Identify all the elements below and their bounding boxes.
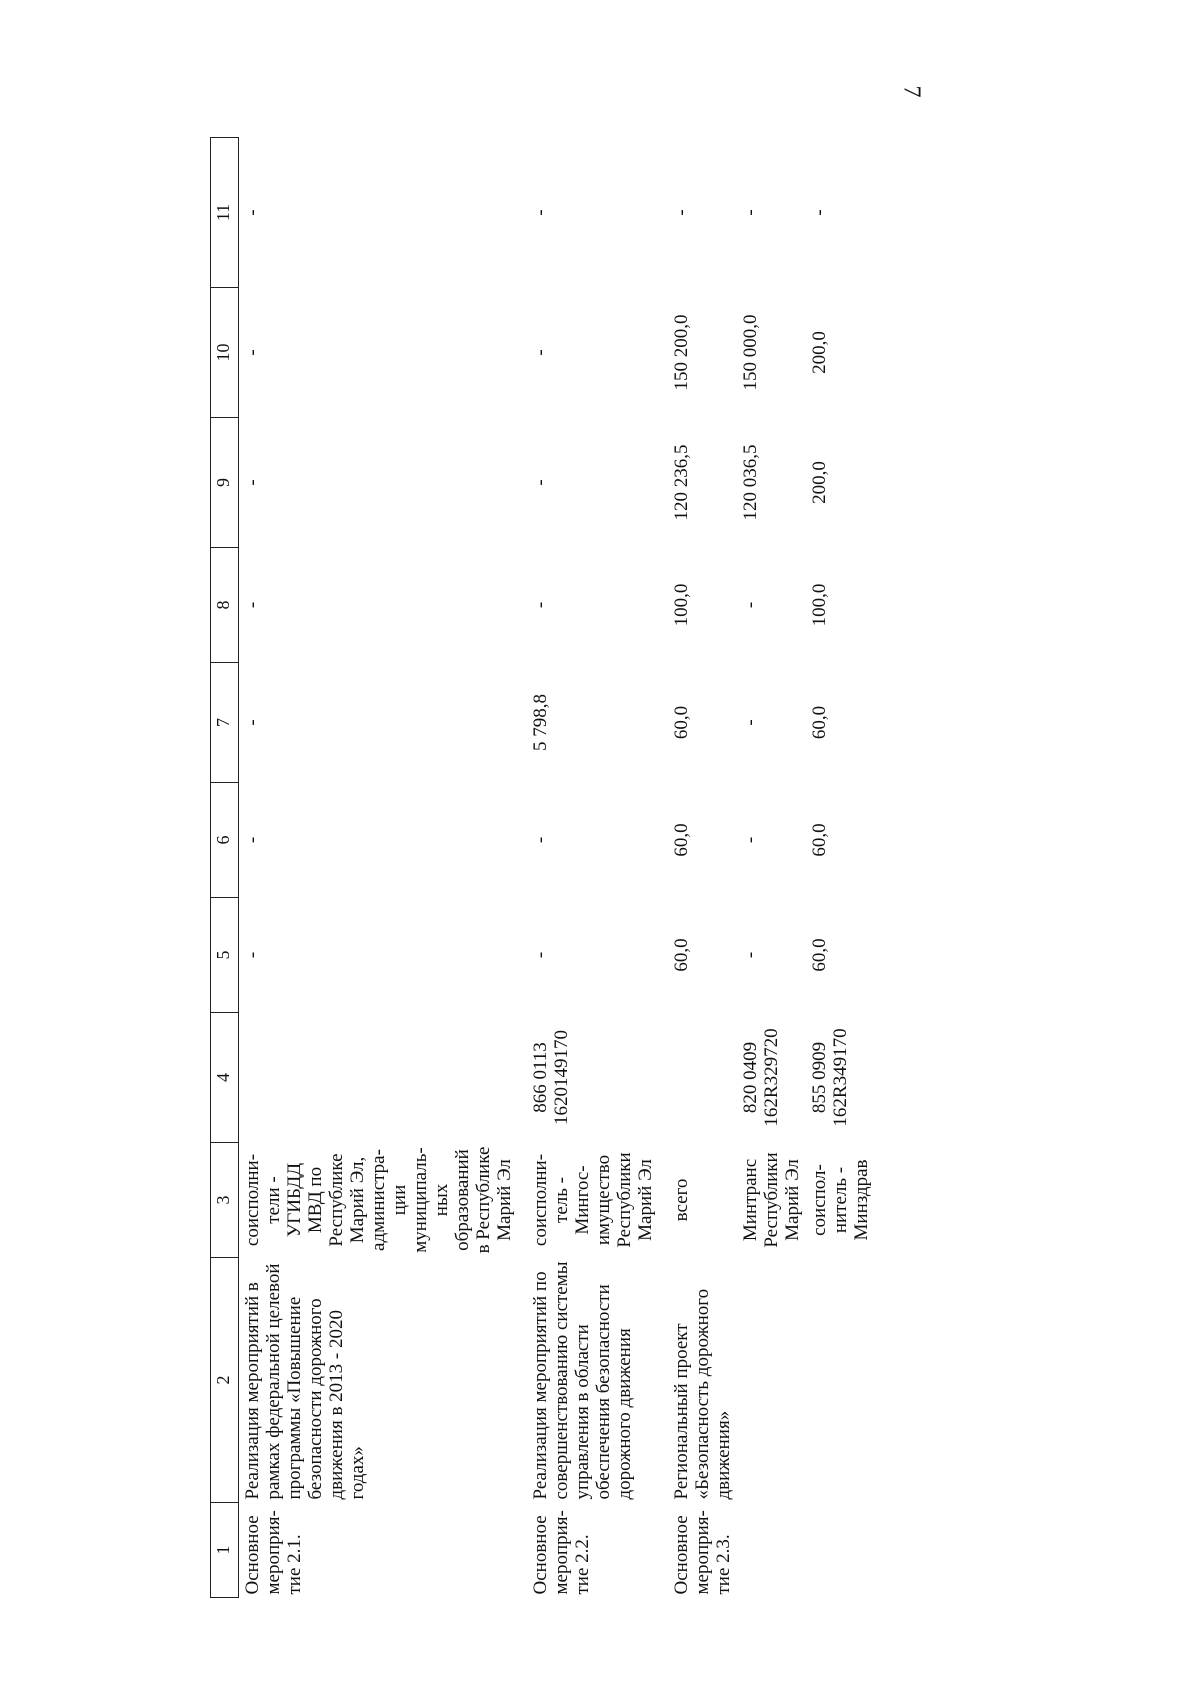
value-cell: 100,0 xyxy=(671,583,692,627)
header-cell: 2 xyxy=(211,1258,239,1503)
budget-code: 866 0113 1620149170 xyxy=(530,1030,572,1125)
measure-title: Региональный проект «Безопасность дорожного движения» xyxy=(671,1288,734,1500)
value-cell: 120 236,5 xyxy=(671,444,692,521)
measure-title: Реализация мероприятий в рамках федеральной целевой программы «Повышение безопасности дорожного движения в 2013 - 2020 годах» xyxy=(242,1263,368,1500)
measure-title xyxy=(737,1258,806,1503)
value-cell: - xyxy=(530,836,551,844)
value-cell: 200,0 xyxy=(809,331,830,374)
budget-code: 820 0409 162R329720 xyxy=(740,1028,782,1127)
table-row xyxy=(806,138,875,1598)
table-row xyxy=(518,138,659,1598)
value-cell: - xyxy=(242,209,263,216)
value-cell: 60,0 xyxy=(809,938,830,972)
header-cell: 11 xyxy=(211,138,239,288)
value-cell: - xyxy=(740,951,761,959)
value-cell: - xyxy=(740,836,761,844)
measure-number: Основное мероприя-тие 2.3. xyxy=(671,1510,734,1595)
value-cell: - xyxy=(242,719,263,726)
value-cell: - xyxy=(242,479,263,486)
value-cell: - xyxy=(809,209,830,216)
executor: соисполни-тели - УГИБДД МВД по Республике Марий Эл, администра-ции муниципаль-ных образований в Республике Марий Эл xyxy=(242,1146,515,1254)
value-cell: 60,0 xyxy=(671,705,692,740)
value-cell: 60,0 xyxy=(809,823,830,857)
value-cell: - xyxy=(671,209,692,216)
value-cell: 5 798,8 xyxy=(530,694,551,751)
value-cell: - xyxy=(740,601,761,609)
header-row xyxy=(211,138,239,1598)
budget-code: 855 0909 162R349170 xyxy=(809,1028,851,1127)
executor: Минтранс Республики Марий Эл xyxy=(740,1152,803,1248)
value-cell: 150 000,0 xyxy=(740,314,761,391)
table-row xyxy=(737,138,806,1598)
value-cell: 60,0 xyxy=(671,938,692,972)
value-cell: 150 200,0 xyxy=(671,314,692,391)
table-row xyxy=(239,138,519,1598)
value-cell: - xyxy=(530,601,551,609)
header-cell: 6 xyxy=(211,783,239,898)
header-cell: 10 xyxy=(211,288,239,418)
value-cell: - xyxy=(740,209,761,216)
executor: соиспол-нитель - Минздрав xyxy=(809,1159,872,1241)
header-cell: 3 xyxy=(211,1143,239,1258)
measure-number: Основное мероприя-тие 2.2. xyxy=(530,1510,593,1595)
header-cell: 9 xyxy=(211,418,239,548)
page-number: 7 xyxy=(898,85,925,98)
value-cell: - xyxy=(242,349,263,356)
value-cell: 60,0 xyxy=(809,705,830,740)
measures-table xyxy=(210,137,875,1598)
value-cell: 200,0 xyxy=(809,461,830,504)
header-cell: 8 xyxy=(211,548,239,663)
budget-code xyxy=(239,1013,519,1143)
value-cell: - xyxy=(530,209,551,216)
budget-code xyxy=(659,1013,737,1143)
header-cell: 7 xyxy=(211,663,239,783)
value-cell: - xyxy=(242,951,263,959)
value-cell: 120 036,5 xyxy=(740,444,761,521)
value-cell: - xyxy=(530,951,551,959)
measure-number xyxy=(806,1503,875,1598)
measure-title: Реализация мероприятий по совершенствованию системы управления в области обеспечения безопасности дорожного движения xyxy=(530,1261,635,1500)
value-cell: - xyxy=(242,836,263,844)
value-cell: - xyxy=(740,719,761,726)
table-row xyxy=(659,138,737,1598)
measure-number: Основное мероприя-тие 2.1. xyxy=(242,1510,305,1595)
executor: соисполни-тель - Мингос-имущество Республики Марий Эл xyxy=(530,1152,656,1248)
measure-title xyxy=(806,1258,875,1503)
header-cell: 5 xyxy=(211,898,239,1013)
value-cell: 60,0 xyxy=(671,823,692,857)
value-cell: 100,0 xyxy=(809,583,830,627)
header-cell: 1 xyxy=(211,1503,239,1598)
value-cell: - xyxy=(530,349,551,356)
executor: всего xyxy=(671,1178,692,1222)
value-cell: - xyxy=(530,479,551,486)
header-cell: 4 xyxy=(211,1013,239,1143)
measure-number xyxy=(737,1503,806,1598)
rotated-page-content xyxy=(210,138,1090,1598)
value-cell: - xyxy=(242,601,263,609)
